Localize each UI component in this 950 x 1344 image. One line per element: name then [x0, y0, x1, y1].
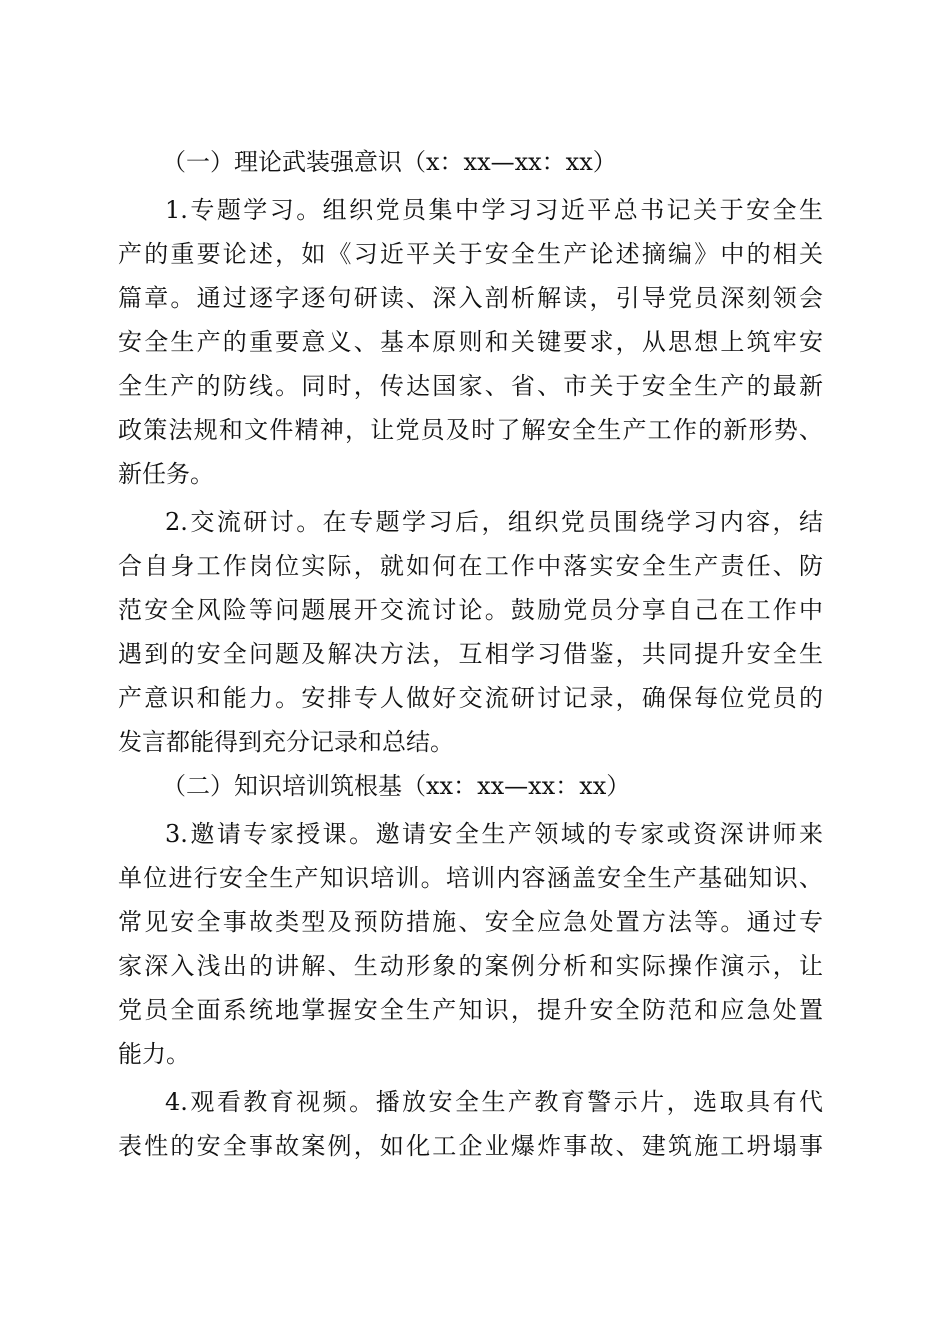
- text-line: （二）知识培训筑根基（xx：xx—xx：xx）: [162, 772, 631, 800]
- text-line: 发言都能得到充分记录和总结。: [118, 728, 454, 756]
- text-line: 篇章。通过逐字逐句研读、深入剖析解读，引导党员深刻领会: [118, 284, 823, 312]
- text-line: 1.专题学习。组织党员集中学习习近平总书记关于安全生: [165, 196, 823, 224]
- paragraph: [118, 188, 823, 496]
- text-line: 4.观看教育视频。播放安全生产教育警示片，选取具有代: [165, 1088, 823, 1116]
- document-page: [118, 140, 823, 1168]
- text-line: 产的重要论述，如《习近平关于安全生产论述摘编》中的相关: [118, 240, 823, 268]
- text-line: 能力。: [118, 1040, 190, 1068]
- text-line: 全生产的防线。同时，传达国家、省、市关于安全生产的最新: [118, 372, 823, 400]
- paragraph: [118, 500, 823, 764]
- text-line: 产意识和能力。安排专人做好交流研讨记录，确保每位党员的: [118, 684, 823, 712]
- text-line: 家深入浅出的讲解、生动形象的案例分析和实际操作演示，让: [118, 952, 823, 980]
- section-heading: [118, 764, 823, 808]
- text-line: 安全生产的重要意义、基本原则和关键要求，从思想上筑牢安: [118, 328, 823, 356]
- text-line: （一）理论武装强意识（x：xx—xx：xx）: [162, 148, 617, 176]
- text-line: 遇到的安全问题及解决方法，互相学习借鉴，共同提升安全生: [118, 640, 823, 668]
- text-line: 表性的安全事故案例，如化工企业爆炸事故、建筑施工坍塌事: [118, 1132, 823, 1160]
- paragraph: [118, 1080, 823, 1168]
- section-heading: [118, 140, 823, 184]
- text-line: 范安全风险等问题展开交流讨论。鼓励党员分享自己在工作中: [118, 596, 823, 624]
- text-line: 政策法规和文件精神，让党员及时了解安全生产工作的新形势、: [118, 416, 823, 444]
- text-line: 单位进行安全生产知识培训。培训内容涵盖安全生产基础知识、: [118, 864, 823, 892]
- text-line: 党员全面系统地掌握安全生产知识，提升安全防范和应急处置: [118, 996, 823, 1024]
- text-line: 合自身工作岗位实际，就如何在工作中落实安全生产责任、防: [118, 552, 823, 580]
- text-line: 新任务。: [118, 460, 214, 488]
- text-line: 2.交流研讨。在专题学习后，组织党员围绕学习内容，结: [165, 508, 823, 536]
- text-line: 常见安全事故类型及预防措施、安全应急处置方法等。通过专: [118, 908, 823, 936]
- paragraph: [118, 812, 823, 1076]
- text-line: 3.邀请专家授课。邀请安全生产领域的专家或资深讲师来: [165, 820, 823, 848]
